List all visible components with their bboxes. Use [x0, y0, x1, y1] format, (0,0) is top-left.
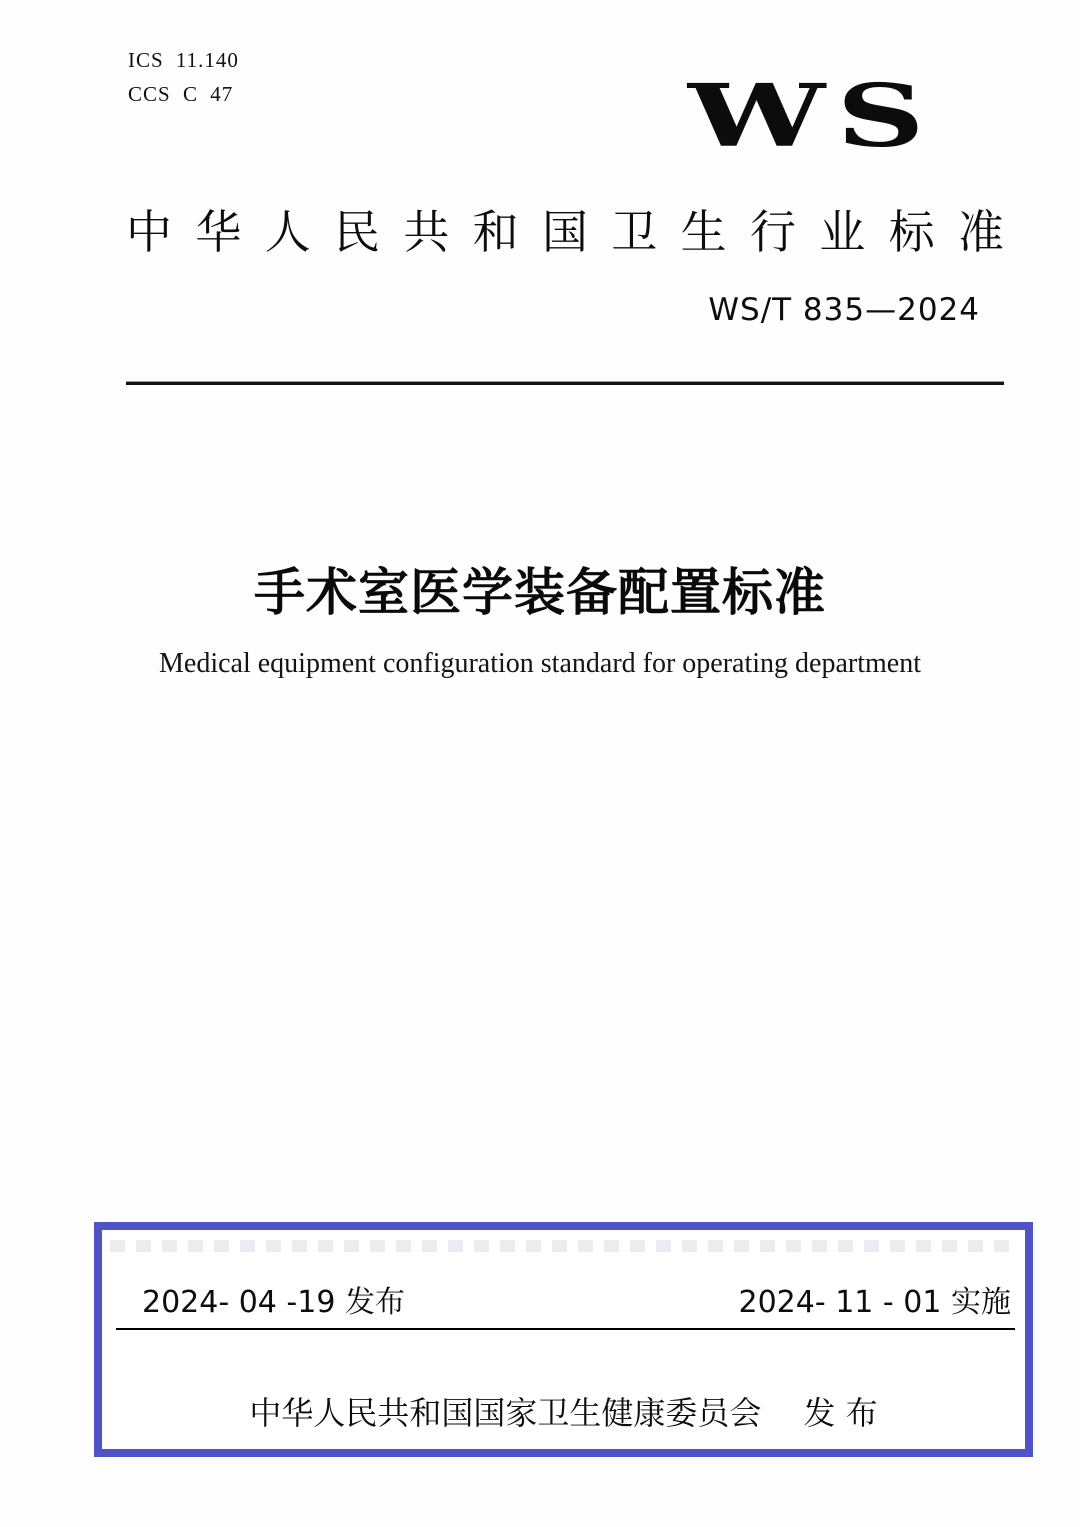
standard-code: WS/T 835—2024	[708, 292, 980, 328]
implementation-date: 2024- 11 - 01 实施	[738, 1285, 1011, 1320]
publisher-row	[102, 1396, 1025, 1431]
date-row	[116, 1285, 1015, 1330]
document-title-chinese: 手术室医学装备配置标准	[253, 564, 826, 623]
publication-box	[94, 1222, 1033, 1457]
classification-codes	[128, 44, 239, 111]
ics-code: ICS 11.140	[128, 48, 239, 72]
publish-label: 发 布	[803, 1394, 878, 1432]
issue-date: 2024- 04 -19 发布	[142, 1285, 405, 1320]
standard-category-title: 中 华 人 民 共 和 国 卫 生 行 业 标 准	[126, 205, 1004, 259]
document-title-english: Medical equipment configuration standard for operating department	[159, 648, 921, 679]
header-divider-rule	[126, 381, 1004, 385]
faint-dotted-row	[110, 1240, 1017, 1252]
ws-logo: WS	[688, 66, 937, 167]
publisher-name: 中华人民共和国国家卫生健康委员会	[249, 1394, 762, 1432]
ccs-code: CCS C 47	[128, 81, 234, 106]
